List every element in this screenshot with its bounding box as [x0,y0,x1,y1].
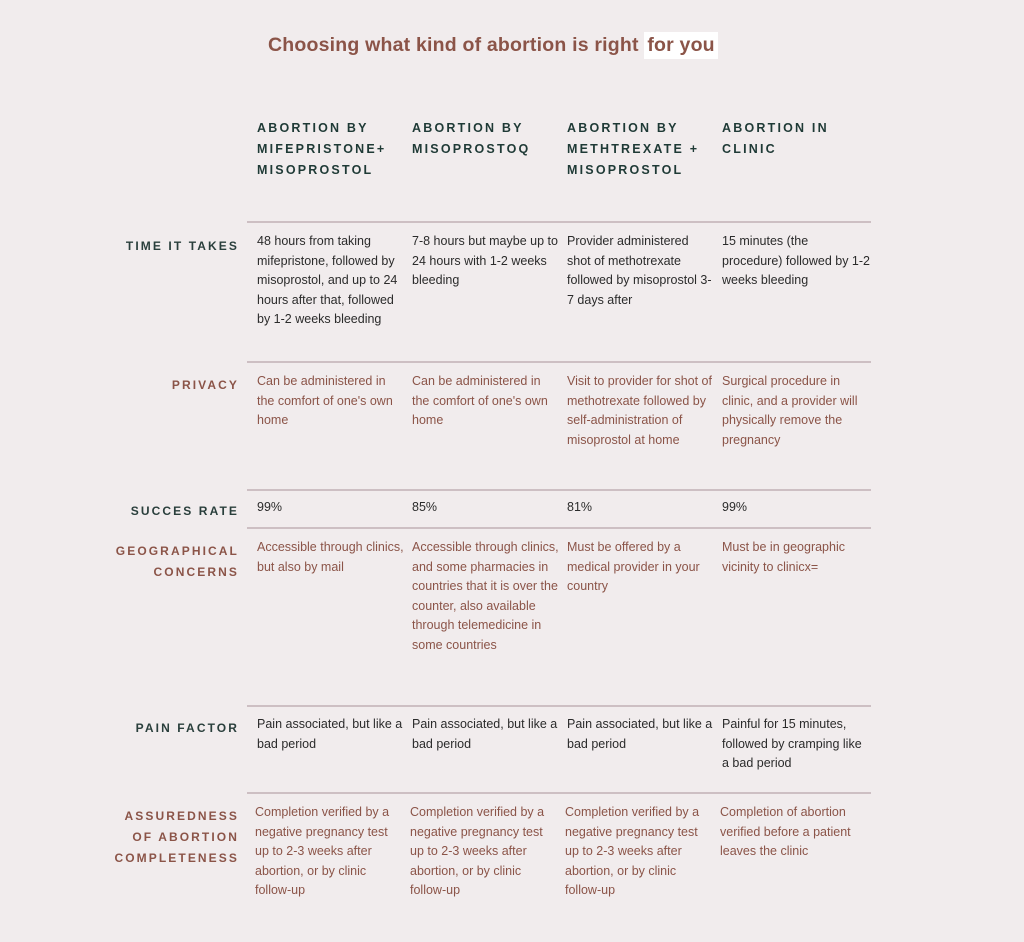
table-cell: 15 minutes (the procedure) followed by 1-2 weeks bleeding [722,234,870,287]
row-divider [247,489,871,491]
table-cell: 99% [257,500,283,514]
table-cell: 85% [412,500,438,514]
table-cell: Painful for 15 minutes, followed by cramping like a bad period [722,717,862,770]
table-cell: Completion verified by a negative pregnancy test up to 2-3 weeks after abortion, or by clinic follow-up [565,805,700,897]
row-divider [247,705,871,707]
table-cell: Completion verified by a negative pregnancy test up to 2-3 weeks after abortion, or by clinic follow-up [410,805,545,897]
title-highlight: for you [644,32,717,59]
row-divider [247,361,871,363]
title-main: Choosing what kind of abortion is right [268,34,645,56]
row-divider [247,527,871,529]
table-cell: 81% [567,500,593,514]
table-cell: Pain associated, but like a bad period [412,717,558,751]
row-label-pain: PAIN FACTOR [135,721,239,735]
table-cell: Surgical procedure in clinic, and a provider will physically remove the pregnancy [722,374,858,447]
row-divider [247,792,871,794]
row-divider [247,221,871,223]
column-header-clinic: ABORTION IN CLINIC [722,121,829,156]
table-cell: Accessible through clinics, and some pharmacies in countries that it is over the counter, also available through telemedicine in some countries [412,540,559,652]
table-cell: Must be in geographic vicinity to clinicx= [722,540,845,574]
page-title [268,34,718,57]
table-cell: Pain associated, but like a bad period [567,717,713,751]
row-label-time: TIME IT TAKES [125,239,239,253]
table-cell: 48 hours from taking mifepristone, followed by misoprostol, and up to 24 hours after that, followed by 1-2 weeks bleeding [257,234,398,326]
column-header-methotrexate: ABORTION BY METHTREXATE + MISOPROSTOL [567,121,700,177]
table-cell: Can be administered in the comfort of one's own home [412,374,548,427]
table-cell: Provider administered shot of methotrexate followed by misoprostol 3-7 days after [567,234,712,307]
column-header-misoprostol: ABORTION BY MISOPROSTOQ [412,121,531,156]
table-cell: Accessible through clinics, but also by mail [257,540,404,574]
column-header-mifepristone: ABORTION BY MIFEPRISTONE+ MISOPROSTOL [257,121,387,177]
table-cell: Pain associated, but like a bad period [257,717,403,751]
table-cell: 7-8 hours but maybe up to 24 hours with 1-2 weeks bleeding [412,234,558,287]
table-cell: Completion of abortion verified before a patient leaves the clinic [720,805,851,858]
row-label-assuredness: ASSUREDNESS OF ABORTION COMPLETENESS [114,809,239,865]
table-cell: 99% [722,500,748,514]
table-cell: Can be administered in the comfort of one's own home [257,374,393,427]
row-label-geographical: GEOGRAPHICAL CONCERNS [115,544,239,579]
row-label-privacy: PRIVACY [171,378,239,392]
table-cell: Completion verified by a negative pregnancy test up to 2-3 weeks after abortion, or by clinic follow-up [255,805,390,897]
row-label-success-rate: SUCCES RATE [130,504,239,518]
table-cell: Must be offered by a medical provider in your country [567,540,700,593]
table-cell: Visit to provider for shot of methotrexate followed by self-administration of misoprostol at home [567,374,712,447]
